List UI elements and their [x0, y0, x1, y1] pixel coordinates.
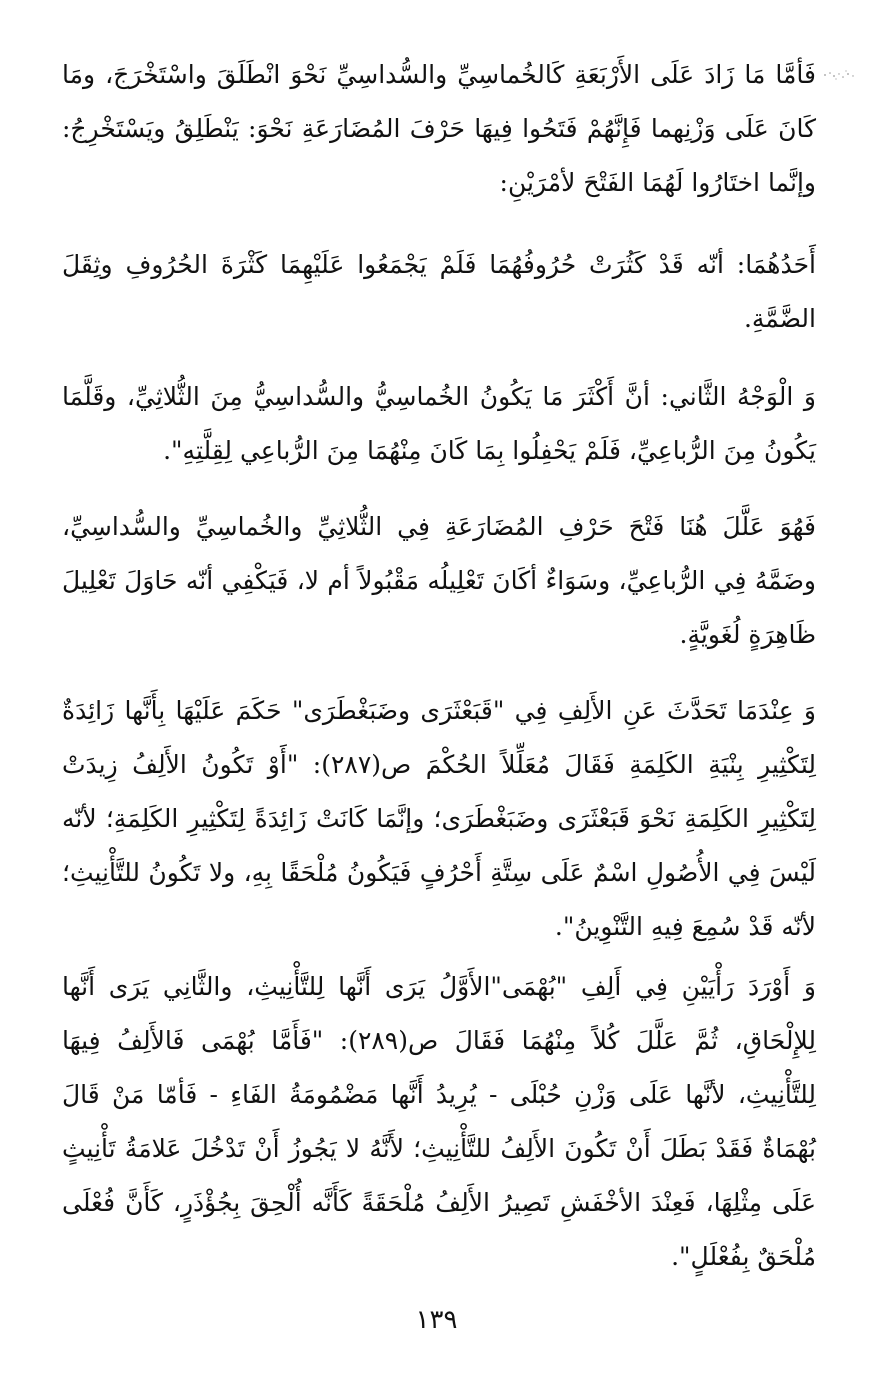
page-number: ١٣٩	[415, 1305, 458, 1335]
paragraph-second-reason: وَ الْوَجْهُ الثَّاني: أنَّ أَكْثَرَ مَا يَكُونُ الخُماسِيُّ والسُّداسِيُّ مِنَ الثُّلاثِيِّ، وقَلَّمَا يَكُونُ مِنَ الرُّباعِيِّ، فَلَمْ يَحْفِلُوا بِمَا كَانَ مِنْهُمَا مِنَ الرُّباعِي لِقِلَّتِهِ".	[62, 382, 816, 465]
paragraph-alif-qabatharaa: وَ عِنْدَمَا تَحَدَّثَ عَنِ الأَلِفِ فِي "قَبَعْثَرَى وضَبَغْطَرَى" حَكَمَ عَلَيْهَا بِأَنَّها زَائِدَةٌ لِتَكْثِيرِ بِنْيَةِ الكَلِمَةِ فَقَالَ مُعَلِّلاً الحُكْمَ ص(٢٨٧): "أَوْ تَكُونُ الأَلِفُ زِيدَتْ لِتَكْثِيرِ الكَلِمَةِ نَحْوَ قَبَعْثَرَى وضَبَغْطَرَى؛ وإنَّمَا كَانَتْ زَائِدَةً لِتَكْثِيرِ الكَلِمَةِ؛ لأنّه لَيْسَ فِي الأُصُولِ اسْمٌ عَلَى سِتَّةِ أَحْرُفٍ فَيَكُونُ مُلْحَقًا بِهِ، ولا تَكُونُ للتَّأْنِيثِ؛ لأنّه قَدْ سُمِعَ فِيهِ التَّنْوِينُ".	[62, 696, 816, 941]
paragraph-explanation-summary: فَهُوَ عَلَّلَ هُنَا فَتْحَ حَرْفِ المُضَارَعَةِ فِي الثُّلاثِيِّ والخُماسِيِّ والسُّداسِيِّ، وضَمَّهُ فِي الرُّباعِيِّ، وسَوَاءٌ أكَانَ تَعْلِيلُه مَقْبُولاً أم لا، فَيَكْفِي أنّه حَاوَلَ تَعْلِيلَ ظَاهِرَةٍ لُغَويَّةٍ.	[62, 512, 816, 649]
paragraph-first-reason: أَحَدُهُمَا: أنّه قَدْ كَثُرَتْ حُرُوفُهُمَا فَلَمْ يَجْمَعُوا عَلَيْهِمَا كَثْرَةَ الحُرُوفِ وثِقَلَ الضَّمَّةِ.	[62, 250, 816, 333]
scan-speckle-mark	[822, 68, 858, 82]
paragraph-five-and-six-letter-verbs: فَأمَّا مَا زَادَ عَلَى الأَرْبَعَةِ كَالخُماسِيِّ والسُّداسِيِّ نَحْوَ انْطَلَقَ واسْتَخْرَجَ، ومَا كَانَ عَلَى وَزْنِهما فَإِنَّهُمْ فَتَحُوا فِيهَا حَرْفَ المُضَارَعَةِ نَحْوَ: يَنْطَلِقُ ويَسْتَخْرِجُ: وإنَّما اختَارُوا لَهُمَا الفَتْحَ لأمْرَيْنِ:	[62, 60, 816, 197]
paragraph-alif-buhmaa: وَ أَوْرَدَ رَأْيَيْنِ فِي أَلِفِ "بُهْمَى"الأَوَّلُ يَرَى أَنَّها لِلتَّأْنِيثِ، والثَّانِي يَرَى أَنَّها لِلإِلْحَاقِ، ثُمَّ عَلَّلَ كُلاً مِنْهُمَا فَقَالَ ص(٢٨٩): "فَأَمَّا بُهْمَى فَالأَلِفُ فِيهَا لِلتَّأْنِيثِ، لأنَّها عَلَى وَزْنِ حُبْلَى - يُرِيدُ أَنَّها مَضْمُومَةُ الفَاءِ - فَأمّا مَنْ قَالَ بُهْمَاةٌ فَقَدْ بَطَلَ أَنْ تَكُونَ الأَلِفُ للتَّأْنِيثِ؛ لأَنَّهُ لا يَجُوزُ أَنْ تَدْخُلَ عَلامَةُ تَأْنِيثٍ عَلَى مِثْلِهَا، فَعِنْدَ الأخْفَشِ تَصِيرُ الأَلِفُ مُلْحَقَةً كَأَنَّه أُلْحِقَ بِجُؤْذَرٍ، كَأَنَّ فُعْلَى مُلْحَقٌ بِفُعْلَلٍ".	[62, 972, 816, 1271]
